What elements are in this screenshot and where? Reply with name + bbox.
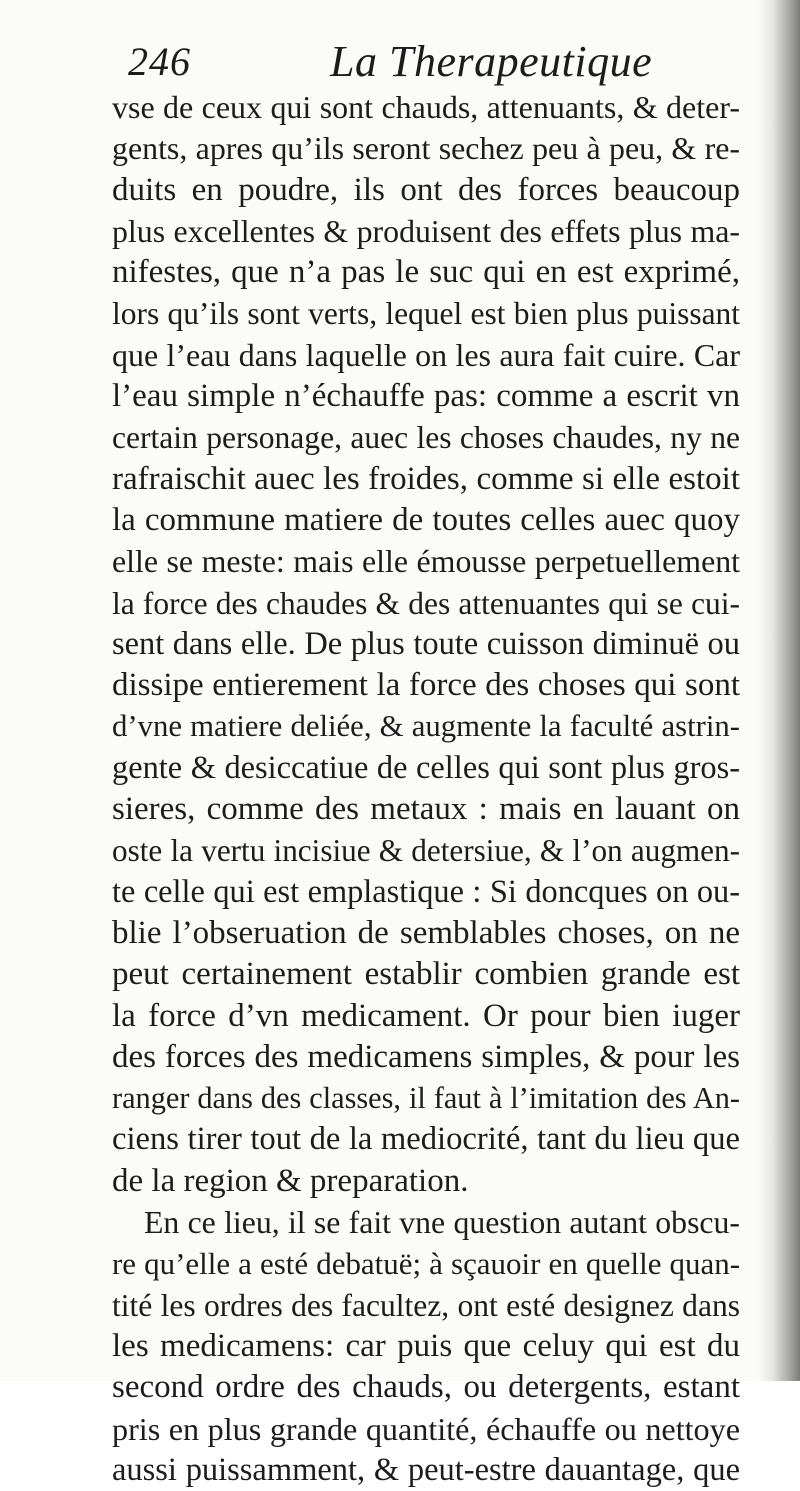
text-line-27: de la region & preparation. bbox=[112, 1162, 469, 1199]
text-line-32: second ordre des chauds, ou detergents, estant bbox=[112, 1369, 740, 1406]
text-line-1: vse de ceux qui sont chauds, attenuants, & deter- bbox=[112, 89, 740, 125]
text-line-2: gents, apres qu’ils seront sechez peu à peu, & re- bbox=[112, 131, 740, 167]
text-line-4: plus excellentes & produisent des effets plus ma- bbox=[112, 213, 740, 249]
text-line-9: certain personage, auec les choses chaudes, ny ne bbox=[112, 420, 740, 456]
text-line-10: rafraischit auec les froides, comme si elle estoit bbox=[112, 460, 740, 497]
text-line-23: la force d’vn medicament. Or pour bien iuger bbox=[112, 997, 740, 1034]
text-line-3: duits en poudre, ils ont des forces beaucoup bbox=[112, 171, 740, 208]
text-line-14: sent dans elle. De plus toute cuisson diminuë ou bbox=[112, 625, 740, 662]
text-line-24: des forces des medicamens simples, & pour les bbox=[112, 1038, 740, 1075]
text-line-15: dissipe entierement la force des choses qui sont bbox=[112, 667, 740, 704]
text-line-17: gente & desiccatiue de celles qui sont plus gros- bbox=[112, 749, 740, 786]
text-line-33: pris en plus grande quantité, échauffe ou nettoye bbox=[112, 1410, 740, 1447]
running-title: La Therapeutique bbox=[330, 37, 653, 86]
page-number: 246 bbox=[128, 39, 191, 84]
text-line-8: l’eau simple n’échauffe pas: comme a escrit vn bbox=[112, 378, 740, 415]
body-text bbox=[112, 87, 740, 1491]
text-line-30: tité les ordres des facultez, ont esté designez dans bbox=[112, 1287, 740, 1323]
text-line-21: blie l’obseruation de semblables choses, on ne bbox=[112, 914, 740, 951]
text-line-16: d’vne matiere deliée, & augmente la faculté astrin- bbox=[112, 709, 740, 744]
text-line-12: elle se meste: mais elle émousse perpetuellement bbox=[112, 544, 740, 580]
text-line-5: nifestes, que n’a pas le suc qui en est exprimé, bbox=[112, 254, 740, 291]
text-line-19: oste la vertu incisiue & detersiue, & l’on augmen- bbox=[112, 833, 740, 869]
text-line-25: ranger dans des classes, il faut à l’imitation des An- bbox=[112, 1081, 740, 1116]
text-line-29: re qu’elle a esté debatuë; à sçauoir en quelle quan- bbox=[112, 1246, 740, 1282]
text-line-26: ciens tirer tout de la mediocrité, tant du lieu que bbox=[112, 1121, 740, 1158]
text-line-31: les medicamens: car puis que celuy qui est du bbox=[112, 1327, 740, 1364]
text-line-18: sieres, comme des metaux : mais en lauant on bbox=[112, 791, 740, 828]
binding-gutter-shadow bbox=[758, 0, 800, 1381]
text-line-22: peut certainement establir combien grande est bbox=[112, 956, 740, 993]
text-line-7: que l’eau dans laquelle on les aura fait cuire. Car bbox=[112, 337, 740, 373]
text-line-13: la force des chaudes & des attenuantes qui se cui- bbox=[112, 585, 740, 621]
text-line-20: te celle qui est emplastique : Si doncques on ou- bbox=[112, 873, 740, 910]
text-line-11: la commune matiere de toutes celles auec quoy bbox=[112, 501, 740, 538]
page-header bbox=[125, 30, 765, 86]
text-line-34: aussi puissamment, & peut-estre dauantage, que bbox=[112, 1451, 740, 1488]
text-line-6: lors qu’ils sont verts, lequel est bien plus puissant bbox=[112, 296, 740, 332]
text-line-28: En ce lieu, il se fait vne question autant obscu- bbox=[144, 1205, 740, 1241]
